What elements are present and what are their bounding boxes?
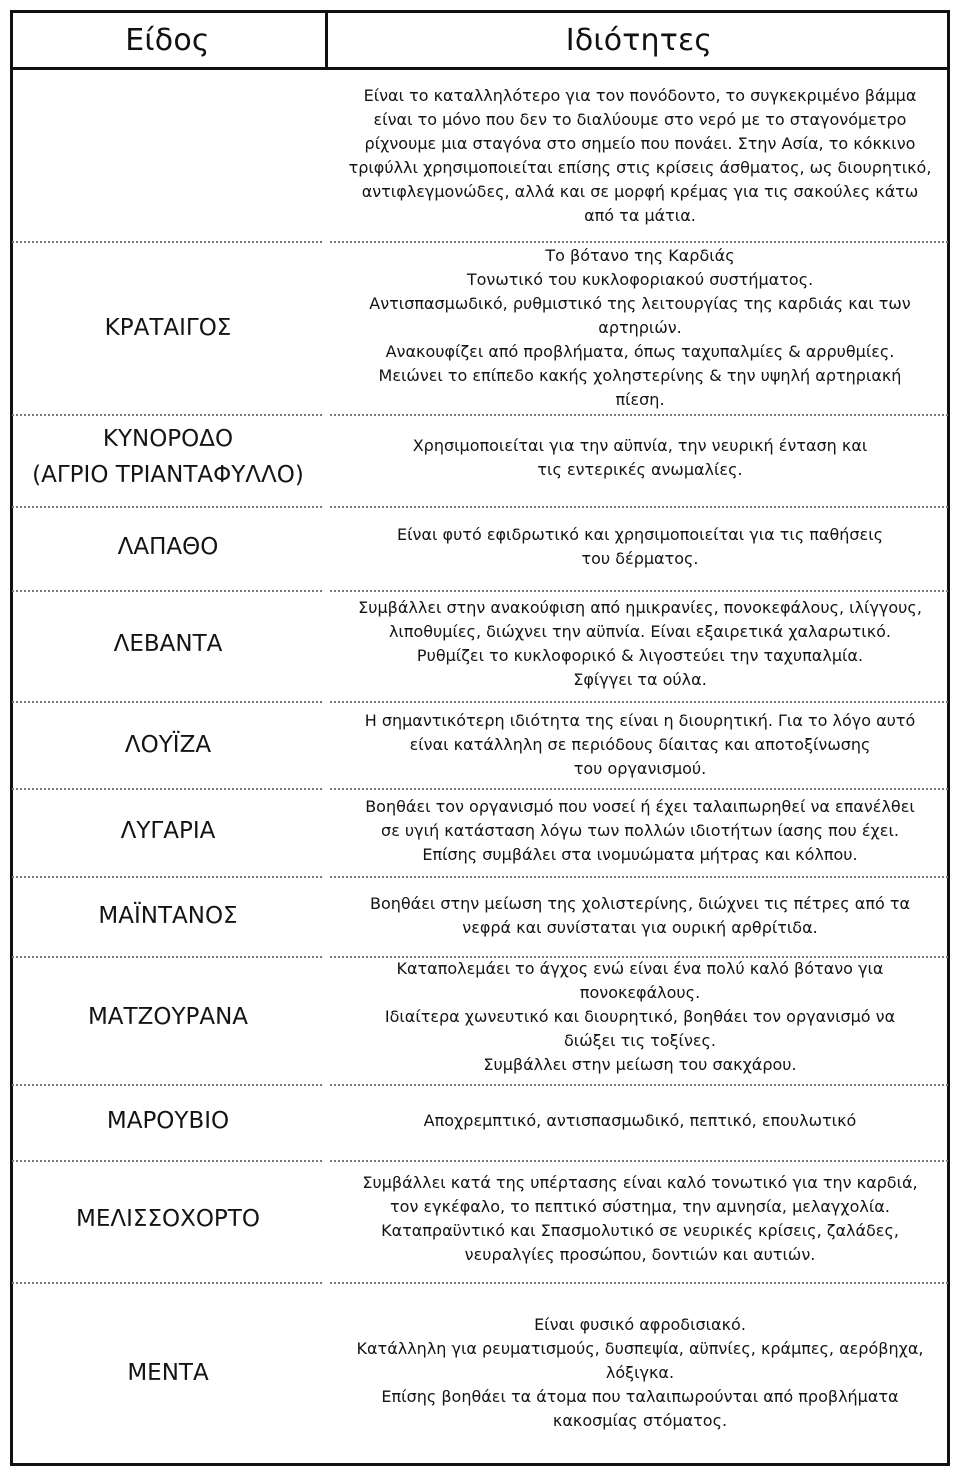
row-separator [12, 1084, 322, 1086]
species-name: ΜΕΛΙΣΣΟΧΟΡΤΟ [76, 1205, 260, 1232]
species-properties: Βοηθάει στην μείωση της χολιστερίνης, διώχνει τις πέτρες από τα νεφρά και συνίσταται για ουρική αρθρίτιδα. [369, 894, 910, 937]
species-name: ΜΑΪΝΤΑΝΟΣ [98, 902, 238, 929]
row-separator [12, 506, 322, 508]
species-properties: Είναι φυτό εφιδρωτικό και χρησιμοποιείται για τις παθήσεις του δέρματος. [397, 525, 883, 568]
species-name: ΛΕΒΑΝΤΑ [113, 630, 223, 657]
row-separator [12, 701, 322, 703]
row-separator [330, 414, 948, 416]
row-separator [330, 241, 948, 243]
column-header-properties: Ιδιότητες [565, 22, 713, 58]
species-name: ΛΟΥΪΖΑ [124, 731, 212, 758]
row-separator [12, 876, 322, 878]
row-separator [330, 1282, 948, 1284]
species-name: ΚΡΑΤΑΙΓΟΣ [104, 314, 232, 341]
species-name: ΜΑΤΖΟΥΡΑΝΑ [87, 1003, 249, 1030]
row-separator [12, 1282, 322, 1284]
species-name: ΜΕΝΤΑ [127, 1359, 209, 1386]
species-properties: Βοηθάει τον οργανισμό που νοσεί ή έχει ταλαιπωρηθεί να επανέλθει σε υγιή κατάσταση λόγω των πολλών ιδιοτήτων ίασης που έχει. Επίσης συμβάλει στα ινομυώματα μήτρας και κόλπου. [365, 797, 915, 864]
row-separator [12, 241, 322, 243]
species-name: ΛΑΠΑΘΟ [117, 533, 219, 560]
species-properties: Είναι φυσικό αφροδισιακό. Κατάλληλη για ρευματισμούς, δυσπεψία, αϋπνίες, κράμπες, αερόβηχα, λόξιγκα. Επίσης βοηθάει τα άτομα που ταλαιπωρούνται από προβλήματα κακοσμίας στόματος. [356, 1315, 924, 1430]
row-separator [12, 414, 322, 416]
species-properties: Συμβάλλει κατά της υπέρτασης είναι καλό τονωτικό για την καρδιά, τον εγκέφαλο, το πεπτικό σύστημα, την αμνησία, μελαγχολία. Καταπραϋντικό και Σπασμολυτικό σε νευρικές κρίσεις, ζαλάδες, νευραλγίες προσώπου, δοντιών και αυτιών. [362, 1173, 918, 1264]
row-separator [12, 1160, 322, 1162]
species-properties: Συμβάλλει στην ανακούφιση από ημικρανίες, πονοκεφάλους, ιλίγγους, λιποθυμίες, διώχνει την αϋπνία. Είναι εξαιρετικά χαλαρωτικό. Ρυθμίζει το κυκλοφορικό & λιγοστεύει την ταχυπαλμία. Σφίγγει τα ούλα. [358, 598, 922, 689]
species-properties: Είναι το καταλληλότερο για τον πονόδοντο, το συγκεκριμένο βάμμα είναι το μόνο που δεν το διαλύουμε στο νερό με το σταγονόμετρο ρίχνουμε μια σταγόνα στο σημείο που πονάει. Στην Ασία, το κόκκινο τριφύλλι χρησιμοποιείται επίσης στις κρίσεις άσθματος, ως διουρητικό, αντιφλεγμονώδες, αλλά και σε μορφή κρέμας για τις σακούλες κάτω από τα μάτια. [348, 86, 932, 225]
species-properties: Η σημαντικότερη ιδιότητα της είναι η διουρητική. Για το λόγο αυτό είναι κατάλληλη σε περιόδους δίαιτας και αποτοξίνωσης του οργανισμού. [364, 711, 916, 778]
row-separator [330, 1160, 948, 1162]
row-separator [330, 506, 948, 508]
species-properties: Καταπολεμάει το άγχος ενώ είναι ένα πολύ καλό βότανο για πονοκεφάλους. Ιδιαίτερα χωνευτικό και διουρητικό, βοηθάει τον οργανισμό να διώξει τις τοξίνες. Συμβάλλει στην μείωση του σακχάρου. [384, 959, 896, 1074]
species-name [14, 78, 322, 234]
row-separator [330, 701, 948, 703]
species-properties: Χρησιμοποιείται για την αϋπνία, την νευρική ένταση και τις εντερικές ανωμαλίες. [412, 436, 868, 479]
species-properties: Αποχρεμπτικό, αντισπασμωδικό, πεπτικό, επουλωτικό [423, 1111, 857, 1130]
row-separator [330, 876, 948, 878]
column-header-species: Είδος [125, 22, 210, 58]
species-name: ΛΥΓΑΡΙΑ [120, 817, 216, 844]
species-properties: Το βότανο της Καρδιάς Τονωτικό του κυκλοφοριακού συστήματος. Αντισπασμωδικό, ρυθμιστικό της λειτουργίας της καρδιάς και των αρτηριών. Ανακουφίζει από προβλήματα, όπως ταχυπαλμίες & αρρυθμίες. Μειώνει το επίπεδο κακής χοληστερίνης & την υψηλή αρτηριακή πίεση. [369, 246, 911, 409]
species-name: ΚΥΝΟΡΟΔΟ (ΑΓΡΙΟ ΤΡΙΑΝΤΑΦΥΛΛΟ) [32, 426, 304, 488]
species-name: ΜΑΡΟΥΒΙΟ [106, 1107, 230, 1134]
row-separator [330, 1084, 948, 1086]
